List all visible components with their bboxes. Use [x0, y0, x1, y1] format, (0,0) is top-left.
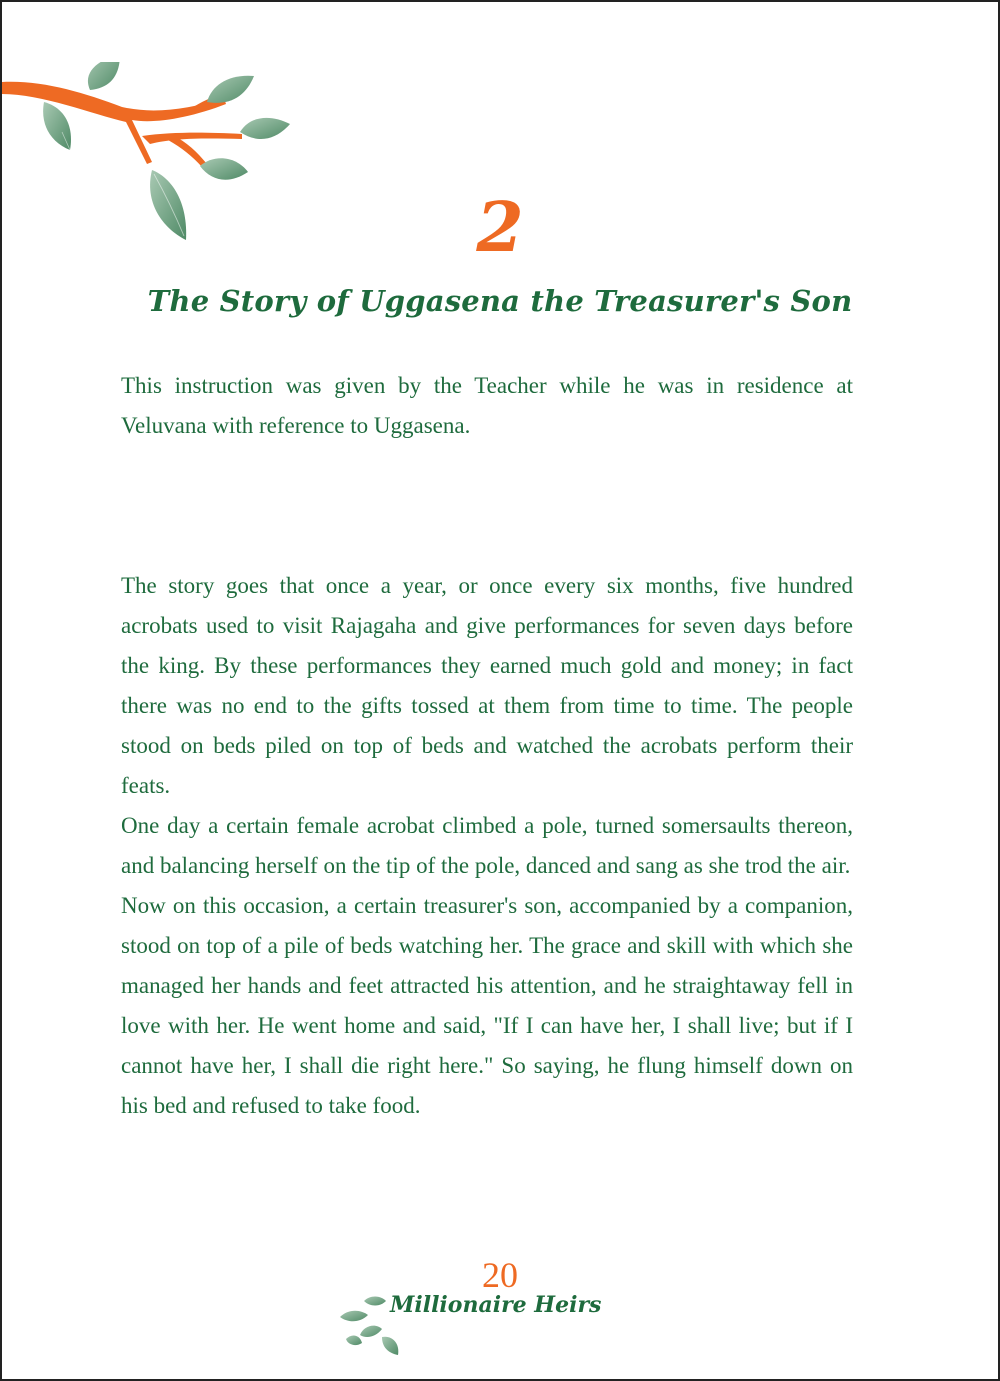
intro-section	[121, 366, 853, 446]
story-paragraph-3: Now on this occasion, a certain treasurer's son, accompanied by a companion, stood on top of a pile of beds watching her. The grace and skill with which she managed her hands and feet attracted his attention, and he straightaway fell in love with her. He went home and said, "If I can have her, I shall live; but if I cannot have her, I shall die right here." So saying, he flung himself down on his bed and refused to take food.	[121, 893, 853, 1118]
chapter-number: 2	[476, 188, 524, 268]
story-paragraph-1: The story goes that once a year, or once every six months, five hundred acrobats used to visit Rajagaha and give performances for seven days before the king. By these performances they earned much gold and money; in fact there was no end to the gifts tossed at them from time to time. The people stood on beds piled on top of beds and watched the acrobats perform their feats.	[121, 573, 853, 798]
chapter-title: The Story of Uggasena the Treasurer's Son	[147, 284, 853, 318]
intro-paragraph: This instruction was given by the Teacher while he was in residence at Veluvana with reference to Uggasena.	[121, 373, 853, 438]
story-paragraph-2: One day a certain female acrobat climbed a pole, turned somersaults thereon, and balancing herself on the tip of the pole, danced and sang as she trod the air.	[121, 813, 853, 878]
story-section	[121, 566, 853, 1126]
book-title: Millionaire Heirs	[390, 1292, 602, 1318]
page-number: 20	[482, 1255, 518, 1295]
